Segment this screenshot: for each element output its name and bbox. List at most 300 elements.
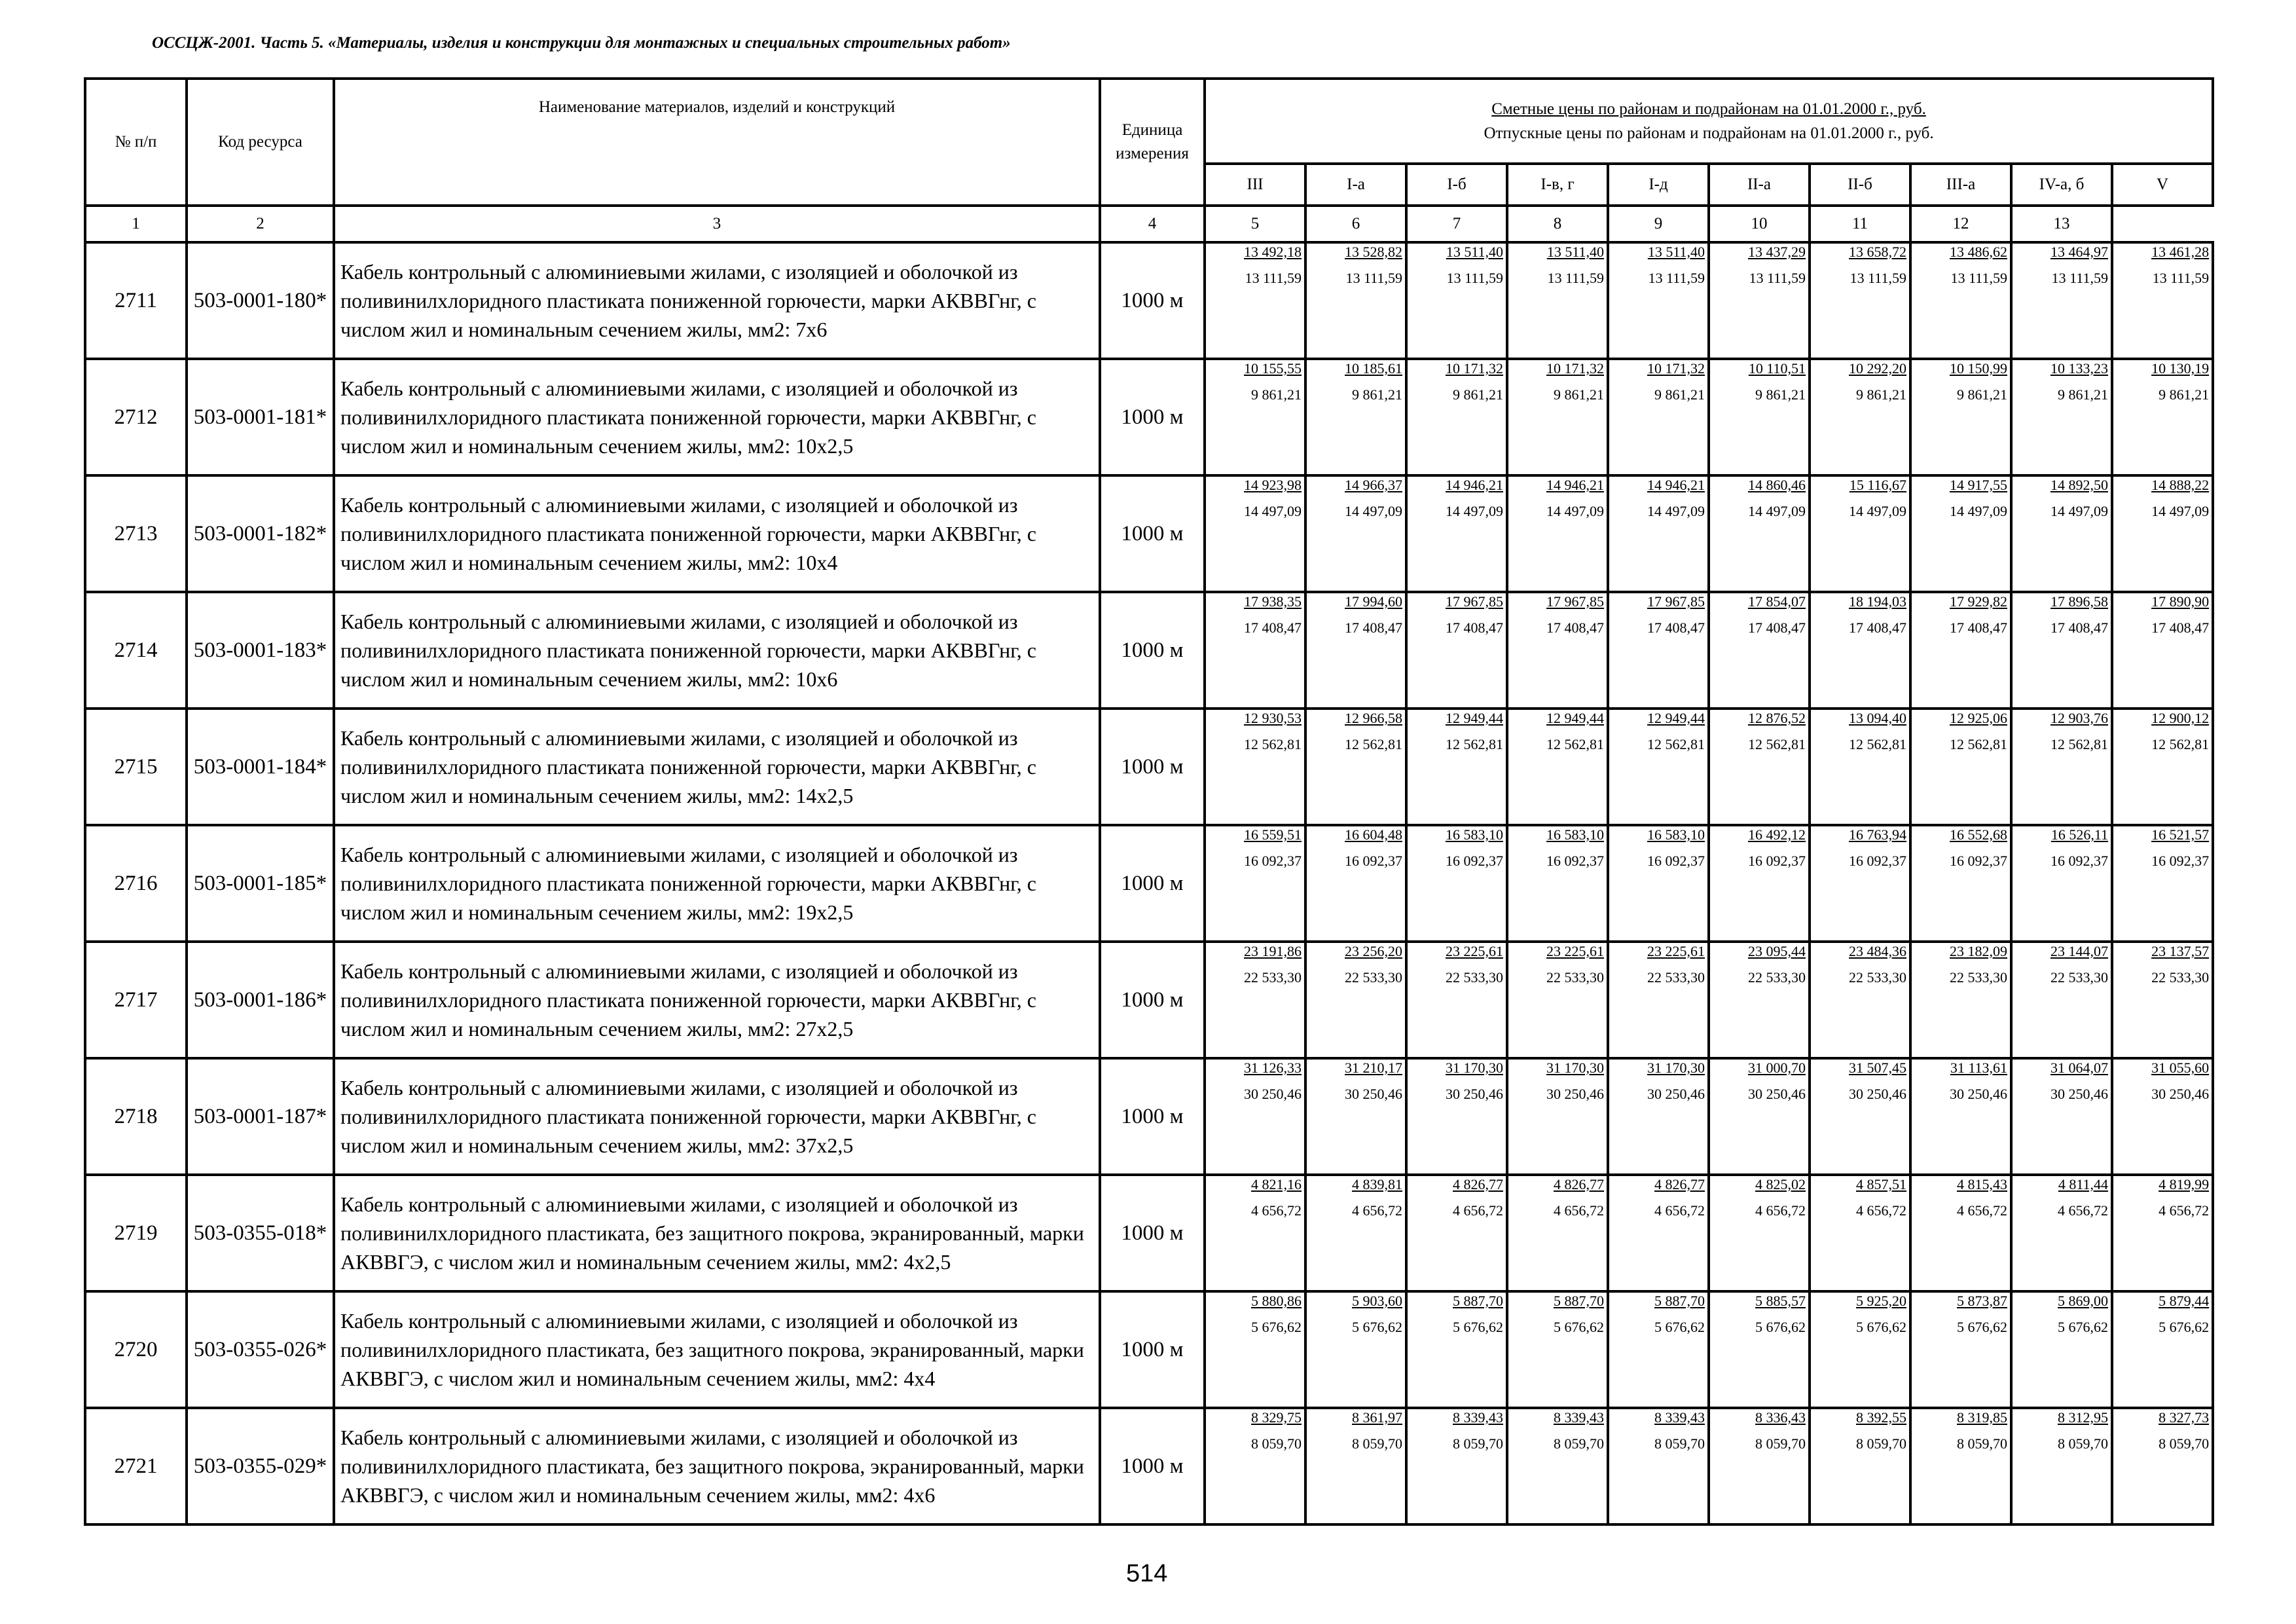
- resource-code: 503-0355-029*: [187, 1408, 334, 1524]
- price-cell: [2011, 1291, 2112, 1408]
- price-cell: [1608, 1291, 1709, 1408]
- price-cell: [2112, 475, 2213, 592]
- estimate-price: 4 811,44: [2058, 1176, 2108, 1192]
- wholesale-price: 4 656,72: [1957, 1202, 2007, 1219]
- region-header: II-а: [1709, 164, 1810, 206]
- estimate-price: 13 486,62: [1950, 244, 2007, 260]
- wholesale-price: 30 250,46: [2050, 1086, 2108, 1102]
- wholesale-price: 9 861,21: [1453, 386, 1503, 403]
- material-name: Кабель контрольный с алюминиевыми жилами, с изоляцией и оболочкой из поливинилхлоридного пластиката пониженной горючести, марки АКВВГнг, с числом жил и номинальным сечением жилы, мм2: 10х6: [334, 592, 1100, 709]
- price-cell: [1507, 242, 1608, 359]
- estimate-price: 5 887,70: [1654, 1293, 1705, 1309]
- price-cell: [1910, 1408, 2011, 1524]
- estimate-price: 23 095,44: [1748, 943, 1806, 959]
- column-number: 9: [1608, 206, 1709, 242]
- price-cell: [1810, 1175, 1910, 1291]
- estimate-price: 31 210,17: [1345, 1060, 1402, 1076]
- region-header: III-а: [1910, 164, 2011, 206]
- wholesale-price: 16 092,37: [1446, 853, 1503, 869]
- table-header: [85, 79, 2213, 242]
- material-name: Кабель контрольный с алюминиевыми жилами, с изоляцией и оболочкой из поливинилхлоридного пластиката, без защитного покрова, экранированный, марки АКВВГЭ, с числом жил и номинальным сечением жилы, мм2: 4х6: [334, 1408, 1100, 1524]
- estimate-price: 8 339,43: [1554, 1409, 1604, 1426]
- row-number: 2714: [85, 592, 187, 709]
- price-cell: [1406, 1058, 1507, 1175]
- estimate-price: 31 170,30: [1647, 1060, 1705, 1076]
- column-number: 2: [187, 206, 334, 242]
- price-cell: [1507, 1291, 1608, 1408]
- wholesale-price: 30 250,46: [2151, 1086, 2210, 1102]
- price-cell: [1709, 359, 1810, 475]
- price-cell: [1406, 475, 1507, 592]
- wholesale-price: 8 059,70: [1352, 1435, 1402, 1452]
- estimate-price: 10 292,20: [1849, 360, 1906, 377]
- table-row: [85, 709, 2213, 825]
- estimate-price: 5 887,70: [1453, 1293, 1503, 1309]
- region-header: I-б: [1406, 164, 1507, 206]
- header-code: Код ресурса: [187, 79, 334, 206]
- price-cell: [2112, 1175, 2213, 1291]
- row-number: 2719: [85, 1175, 187, 1291]
- wholesale-price: 5 676,62: [1352, 1319, 1402, 1335]
- estimate-price: 8 339,43: [1654, 1409, 1705, 1426]
- price-cell: [1709, 1408, 1810, 1524]
- estimate-price: 10 171,32: [1446, 360, 1503, 377]
- column-number: 10: [1709, 206, 1810, 242]
- running-header: ОССЦЖ-2001. Часть 5. «Материалы, изделия и конструкции для монтажных и специальных строительных работ»: [152, 34, 1011, 52]
- wholesale-price: 4 656,72: [1554, 1202, 1604, 1219]
- estimate-price: 8 327,73: [2159, 1409, 2210, 1426]
- header-prices-estimate: Сметные цены по районам и подрайонам на 01.01.2000 г., руб.: [1491, 100, 1926, 118]
- column-number: 7: [1406, 206, 1507, 242]
- price-cell: [2112, 1058, 2213, 1175]
- wholesale-price: 8 059,70: [1654, 1435, 1705, 1452]
- price-cell: [1608, 1175, 1709, 1291]
- estimate-price: 15 116,67: [1849, 477, 1906, 493]
- wholesale-price: 5 676,62: [2058, 1319, 2108, 1335]
- estimate-price: 13 464,97: [2050, 244, 2108, 260]
- resource-code: 503-0001-181*: [187, 359, 334, 475]
- estimate-price: 16 763,94: [1849, 826, 1906, 843]
- estimate-price: 12 900,12: [2151, 710, 2210, 726]
- price-cell: [1406, 825, 1507, 942]
- row-number: 2711: [85, 242, 187, 359]
- price-cell: [1507, 709, 1608, 825]
- material-name: Кабель контрольный с алюминиевыми жилами, с изоляцией и оболочкой из поливинилхлоридного пластиката пониженной горючести, марки АКВВГнг, с числом жил и номинальным сечением жилы, мм2: 14х2,5: [334, 709, 1100, 825]
- estimate-price: 8 312,95: [2058, 1409, 2108, 1426]
- row-number: 2721: [85, 1408, 187, 1524]
- wholesale-price: 12 562,81: [1546, 736, 1604, 752]
- estimate-price: 13 511,40: [1446, 244, 1503, 260]
- resource-code: 503-0001-185*: [187, 825, 334, 942]
- wholesale-price: 9 861,21: [1755, 386, 1806, 403]
- price-cell: [2112, 1408, 2213, 1524]
- estimate-price: 31 126,33: [1244, 1060, 1302, 1076]
- price-cell: [1709, 475, 1810, 592]
- resource-code: 503-0001-182*: [187, 475, 334, 592]
- table-row: [85, 1175, 2213, 1291]
- wholesale-price: 14 497,09: [2050, 503, 2108, 519]
- price-cell: [1305, 942, 1406, 1058]
- estimate-price: 4 826,77: [1654, 1176, 1705, 1192]
- price-cell: [1406, 942, 1507, 1058]
- header-name: Наименование материалов, изделий и конструкций: [334, 79, 1100, 206]
- price-cell: [1205, 1408, 1305, 1524]
- wholesale-price: 17 408,47: [1345, 619, 1402, 636]
- estimate-price: 10 133,23: [2050, 360, 2108, 377]
- resource-code: 503-0001-180*: [187, 242, 334, 359]
- estimate-price: 23 191,86: [1244, 943, 1302, 959]
- unit-cell: 1000 м: [1100, 1408, 1205, 1524]
- price-cell: [1205, 1291, 1305, 1408]
- price-cell: [1810, 1291, 1910, 1408]
- estimate-price: 4 839,81: [1352, 1176, 1402, 1192]
- unit-cell: 1000 м: [1100, 709, 1205, 825]
- region-header: IV-а, б: [2011, 164, 2112, 206]
- price-cell: [2112, 709, 2213, 825]
- wholesale-price: 9 861,21: [2058, 386, 2108, 403]
- price-cell: [1810, 1408, 1910, 1524]
- estimate-price: 5 880,86: [1251, 1293, 1302, 1309]
- wholesale-price: 9 861,21: [2159, 386, 2210, 403]
- price-cell: [1507, 359, 1608, 475]
- column-number: 4: [1100, 206, 1205, 242]
- wholesale-price: 12 562,81: [1244, 736, 1302, 752]
- estimate-price: 10 130,19: [2151, 360, 2210, 377]
- estimate-price: 17 967,85: [1446, 593, 1503, 610]
- estimate-price: 31 064,07: [2050, 1060, 2108, 1076]
- price-cell: [2112, 942, 2213, 1058]
- estimate-price: 14 888,22: [2151, 477, 2210, 493]
- wholesale-price: 30 250,46: [1849, 1086, 1906, 1102]
- price-cell: [1709, 709, 1810, 825]
- wholesale-price: 16 092,37: [2050, 853, 2108, 869]
- estimate-price: 14 946,21: [1546, 477, 1604, 493]
- price-cell: [1406, 1291, 1507, 1408]
- wholesale-price: 14 497,09: [1849, 503, 1906, 519]
- header-prices: [1205, 79, 2213, 164]
- wholesale-price: 22 533,30: [1748, 969, 1806, 986]
- estimate-price: 13 511,40: [1546, 244, 1604, 260]
- price-cell: [1406, 242, 1507, 359]
- estimate-price: 8 336,43: [1755, 1409, 1806, 1426]
- region-header: II-б: [1810, 164, 1910, 206]
- column-number: 6: [1305, 206, 1406, 242]
- wholesale-price: 8 059,70: [1251, 1435, 1302, 1452]
- estimate-price: 12 949,44: [1446, 710, 1503, 726]
- estimate-price: 16 492,12: [1748, 826, 1806, 843]
- price-cell: [2112, 592, 2213, 709]
- estimate-price: 17 896,58: [2050, 593, 2108, 610]
- material-name: Кабель контрольный с алюминиевыми жилами, с изоляцией и оболочкой из поливинилхлоридного пластиката пониженной горючести, марки АКВВГнг, с числом жил и номинальным сечением жилы, мм2: 10х4: [334, 475, 1100, 592]
- region-header: I-д: [1608, 164, 1709, 206]
- wholesale-price: 8 059,70: [1957, 1435, 2007, 1452]
- estimate-price: 12 949,44: [1647, 710, 1705, 726]
- estimate-price: 4 825,02: [1755, 1176, 1806, 1192]
- resource-code: 503-0001-186*: [187, 942, 334, 1058]
- wholesale-price: 12 562,81: [1345, 736, 1402, 752]
- estimate-price: 10 171,32: [1546, 360, 1604, 377]
- price-cell: [2011, 709, 2112, 825]
- wholesale-price: 16 092,37: [1748, 853, 1806, 869]
- price-cell: [1406, 359, 1507, 475]
- column-number: 3: [334, 206, 1100, 242]
- unit-cell: 1000 м: [1100, 1175, 1205, 1291]
- estimate-price: 17 967,85: [1647, 593, 1705, 610]
- price-cell: [1507, 942, 1608, 1058]
- estimate-price: 4 819,99: [2159, 1176, 2210, 1192]
- price-cell: [1507, 592, 1608, 709]
- wholesale-price: 13 111,59: [1245, 270, 1302, 286]
- table-row: [85, 592, 2213, 709]
- price-cell: [1709, 592, 1810, 709]
- column-numbers-row: [85, 206, 2213, 242]
- wholesale-price: 12 562,81: [1748, 736, 1806, 752]
- price-cell: [1910, 1058, 2011, 1175]
- wholesale-price: 22 533,30: [1546, 969, 1604, 986]
- wholesale-price: 13 111,59: [2152, 270, 2210, 286]
- price-cell: [1810, 825, 1910, 942]
- region-header: V: [2112, 164, 2213, 206]
- estimate-price: 16 583,10: [1446, 826, 1503, 843]
- price-cell: [1305, 825, 1406, 942]
- wholesale-price: 30 250,46: [1345, 1086, 1402, 1102]
- wholesale-price: 13 111,59: [2051, 270, 2108, 286]
- price-cell: [1709, 825, 1810, 942]
- wholesale-price: 14 497,09: [2151, 503, 2210, 519]
- wholesale-price: 16 092,37: [1546, 853, 1604, 869]
- estimate-price: 31 507,45: [1849, 1060, 1906, 1076]
- price-cell: [1709, 1291, 1810, 1408]
- resource-code: 503-0001-183*: [187, 592, 334, 709]
- price-cell: [1910, 242, 2011, 359]
- wholesale-price: 12 562,81: [1849, 736, 1906, 752]
- wholesale-price: 16 092,37: [1849, 853, 1906, 869]
- price-cell: [1810, 359, 1910, 475]
- estimate-price: 17 967,85: [1546, 593, 1604, 610]
- price-cell: [2112, 1291, 2213, 1408]
- region-header: I-а: [1305, 164, 1406, 206]
- row-number: 2717: [85, 942, 187, 1058]
- wholesale-price: 17 408,47: [1244, 619, 1302, 636]
- price-cell: [1608, 1058, 1709, 1175]
- wholesale-price: 17 408,47: [1950, 619, 2007, 636]
- wholesale-price: 4 656,72: [1453, 1202, 1503, 1219]
- wholesale-price: 8 059,70: [1856, 1435, 1906, 1452]
- wholesale-price: 17 408,47: [2050, 619, 2108, 636]
- price-cell: [1709, 942, 1810, 1058]
- estimate-price: 12 966,58: [1345, 710, 1402, 726]
- row-number: 2720: [85, 1291, 187, 1408]
- wholesale-price: 30 250,46: [1748, 1086, 1806, 1102]
- price-cell: [1810, 475, 1910, 592]
- resource-code: 503-0001-187*: [187, 1058, 334, 1175]
- estimate-price: 12 876,52: [1748, 710, 1806, 726]
- material-name: Кабель контрольный с алюминиевыми жилами, с изоляцией и оболочкой из поливинилхлоридного пластиката пониженной горючести, марки АКВВГнг, с числом жил и номинальным сечением жилы, мм2: 10х2,5: [334, 359, 1100, 475]
- wholesale-price: 14 497,09: [1647, 503, 1705, 519]
- price-cell: [1608, 242, 1709, 359]
- estimate-price: 8 319,85: [1957, 1409, 2007, 1426]
- estimate-price: 5 903,60: [1352, 1293, 1402, 1309]
- table-row: [85, 1058, 2213, 1175]
- price-cell: [1608, 592, 1709, 709]
- price-cell: [1910, 825, 2011, 942]
- wholesale-price: 5 676,62: [1957, 1319, 2007, 1335]
- estimate-price: 14 946,21: [1647, 477, 1705, 493]
- estimate-price: 23 137,57: [2151, 943, 2210, 959]
- wholesale-price: 4 656,72: [2159, 1202, 2210, 1219]
- estimate-price: 4 826,77: [1453, 1176, 1503, 1192]
- price-table: [84, 77, 2214, 1526]
- estimate-price: 14 860,46: [1748, 477, 1806, 493]
- wholesale-price: 22 533,30: [1345, 969, 1402, 986]
- price-cell: [1305, 1175, 1406, 1291]
- estimate-price: 16 604,48: [1345, 826, 1402, 843]
- wholesale-price: 30 250,46: [1546, 1086, 1604, 1102]
- estimate-price: 16 526,11: [2050, 826, 2108, 843]
- estimate-price: 14 946,21: [1446, 477, 1503, 493]
- price-cell: [1608, 825, 1709, 942]
- price-cell: [1305, 359, 1406, 475]
- price-cell: [1810, 1058, 1910, 1175]
- wholesale-price: 5 676,62: [1856, 1319, 1906, 1335]
- estimate-price: 23 225,61: [1647, 943, 1705, 959]
- material-name: Кабель контрольный с алюминиевыми жилами, с изоляцией и оболочкой из поливинилхлоридного пластиката пониженной горючести, марки АКВВГнг, с числом жил и номинальным сечением жилы, мм2: 19х2,5: [334, 825, 1100, 942]
- estimate-price: 5 887,70: [1554, 1293, 1604, 1309]
- table-row: [85, 1408, 2213, 1524]
- wholesale-price: 5 676,62: [1654, 1319, 1705, 1335]
- wholesale-price: 5 676,62: [1554, 1319, 1604, 1335]
- estimate-price: 13 492,18: [1244, 244, 1302, 260]
- wholesale-price: 16 092,37: [1647, 853, 1705, 869]
- price-cell: [1709, 1175, 1810, 1291]
- estimate-price: 13 658,72: [1849, 244, 1906, 260]
- price-cell: [1910, 709, 2011, 825]
- price-cell: [1305, 1058, 1406, 1175]
- wholesale-price: 5 676,62: [2159, 1319, 2210, 1335]
- price-cell: [1608, 942, 1709, 1058]
- price-cell: [1305, 242, 1406, 359]
- price-cell: [1406, 709, 1507, 825]
- price-cell: [1305, 709, 1406, 825]
- wholesale-price: 4 656,72: [1251, 1202, 1302, 1219]
- estimate-price: 18 194,03: [1849, 593, 1906, 610]
- price-cell: [1810, 709, 1910, 825]
- column-number: 8: [1507, 206, 1608, 242]
- wholesale-price: 12 562,81: [2050, 736, 2108, 752]
- wholesale-price: 13 111,59: [1547, 270, 1604, 286]
- estimate-price: 23 484,36: [1849, 943, 1906, 959]
- wholesale-price: 8 059,70: [1554, 1435, 1604, 1452]
- column-number: 5: [1205, 206, 1305, 242]
- price-cell: [1205, 942, 1305, 1058]
- material-name: Кабель контрольный с алюминиевыми жилами, с изоляцией и оболочкой из поливинилхлоридного пластиката, без защитного покрова, экранированный, марки АКВВГЭ, с числом жил и номинальным сечением жилы, мм2: 4х2,5: [334, 1175, 1100, 1291]
- estimate-price: 12 925,06: [1950, 710, 2007, 726]
- resource-code: 503-0001-184*: [187, 709, 334, 825]
- price-cell: [1205, 709, 1305, 825]
- price-cell: [2011, 942, 2112, 1058]
- estimate-price: 4 821,16: [1251, 1176, 1302, 1192]
- price-cell: [1507, 1175, 1608, 1291]
- wholesale-price: 4 656,72: [1654, 1202, 1705, 1219]
- header-prices-wholesale: Отпускные цены по районам и подрайонам на 01.01.2000 г., руб.: [1484, 124, 1934, 142]
- estimate-price: 23 225,61: [1546, 943, 1604, 959]
- price-cell: [1709, 242, 1810, 359]
- row-number: 2712: [85, 359, 187, 475]
- wholesale-price: 17 408,47: [1849, 619, 1906, 636]
- wholesale-price: 14 497,09: [1244, 503, 1302, 519]
- column-number: 13: [2011, 206, 2112, 242]
- wholesale-price: 9 861,21: [1654, 386, 1705, 403]
- wholesale-price: 9 861,21: [1352, 386, 1402, 403]
- wholesale-price: 13 111,59: [1749, 270, 1806, 286]
- price-cell: [1205, 1058, 1305, 1175]
- price-cell: [1810, 592, 1910, 709]
- estimate-price: 31 113,61: [1950, 1060, 2007, 1076]
- estimate-price: 16 559,51: [1244, 826, 1302, 843]
- price-cell: [1910, 1175, 2011, 1291]
- wholesale-price: 12 562,81: [1446, 736, 1503, 752]
- wholesale-price: 12 562,81: [1950, 736, 2007, 752]
- price-cell: [1205, 1175, 1305, 1291]
- wholesale-price: 22 533,30: [1446, 969, 1503, 986]
- wholesale-price: 9 861,21: [1554, 386, 1604, 403]
- price-cell: [1205, 359, 1305, 475]
- estimate-price: 13 437,29: [1748, 244, 1806, 260]
- column-number: 12: [1910, 206, 2011, 242]
- wholesale-price: 5 676,62: [1251, 1319, 1302, 1335]
- wholesale-price: 14 497,09: [1546, 503, 1604, 519]
- price-cell: [1608, 475, 1709, 592]
- estimate-price: 4 815,43: [1957, 1176, 2007, 1192]
- wholesale-price: 17 408,47: [2151, 619, 2210, 636]
- price-cell: [2011, 1058, 2112, 1175]
- estimate-price: 31 170,30: [1446, 1060, 1503, 1076]
- wholesale-price: 30 250,46: [1647, 1086, 1705, 1102]
- table-row: [85, 242, 2213, 359]
- wholesale-price: 30 250,46: [1950, 1086, 2007, 1102]
- estimate-price: 16 583,10: [1546, 826, 1604, 843]
- price-cell: [1910, 359, 2011, 475]
- wholesale-price: 14 497,09: [1950, 503, 2007, 519]
- wholesale-price: 17 408,47: [1546, 619, 1604, 636]
- wholesale-price: 12 562,81: [2151, 736, 2210, 752]
- wholesale-price: 16 092,37: [1950, 853, 2007, 869]
- row-number: 2715: [85, 709, 187, 825]
- wholesale-price: 16 092,37: [2151, 853, 2210, 869]
- estimate-price: 8 339,43: [1453, 1409, 1503, 1426]
- row-number: 2718: [85, 1058, 187, 1175]
- estimate-price: 14 892,50: [2050, 477, 2108, 493]
- wholesale-price: 5 676,62: [1755, 1319, 1806, 1335]
- price-cell: [2011, 1175, 2112, 1291]
- price-cell: [1608, 709, 1709, 825]
- estimate-price: 5 879,44: [2159, 1293, 2210, 1309]
- price-cell: [1406, 592, 1507, 709]
- estimate-price: 13 094,40: [1849, 710, 1906, 726]
- wholesale-price: 22 533,30: [2050, 969, 2108, 986]
- price-cell: [1810, 242, 1910, 359]
- estimate-price: 14 923,98: [1244, 477, 1302, 493]
- estimate-price: 17 994,60: [1345, 593, 1402, 610]
- unit-cell: 1000 м: [1100, 242, 1205, 359]
- wholesale-price: 17 408,47: [1748, 619, 1806, 636]
- estimate-price: 14 917,55: [1950, 477, 2007, 493]
- estimate-price: 8 329,75: [1251, 1409, 1302, 1426]
- price-cell: [2011, 1408, 2112, 1524]
- price-cell: [1507, 475, 1608, 592]
- price-cell: [2011, 825, 2112, 942]
- wholesale-price: 8 059,70: [1453, 1435, 1503, 1452]
